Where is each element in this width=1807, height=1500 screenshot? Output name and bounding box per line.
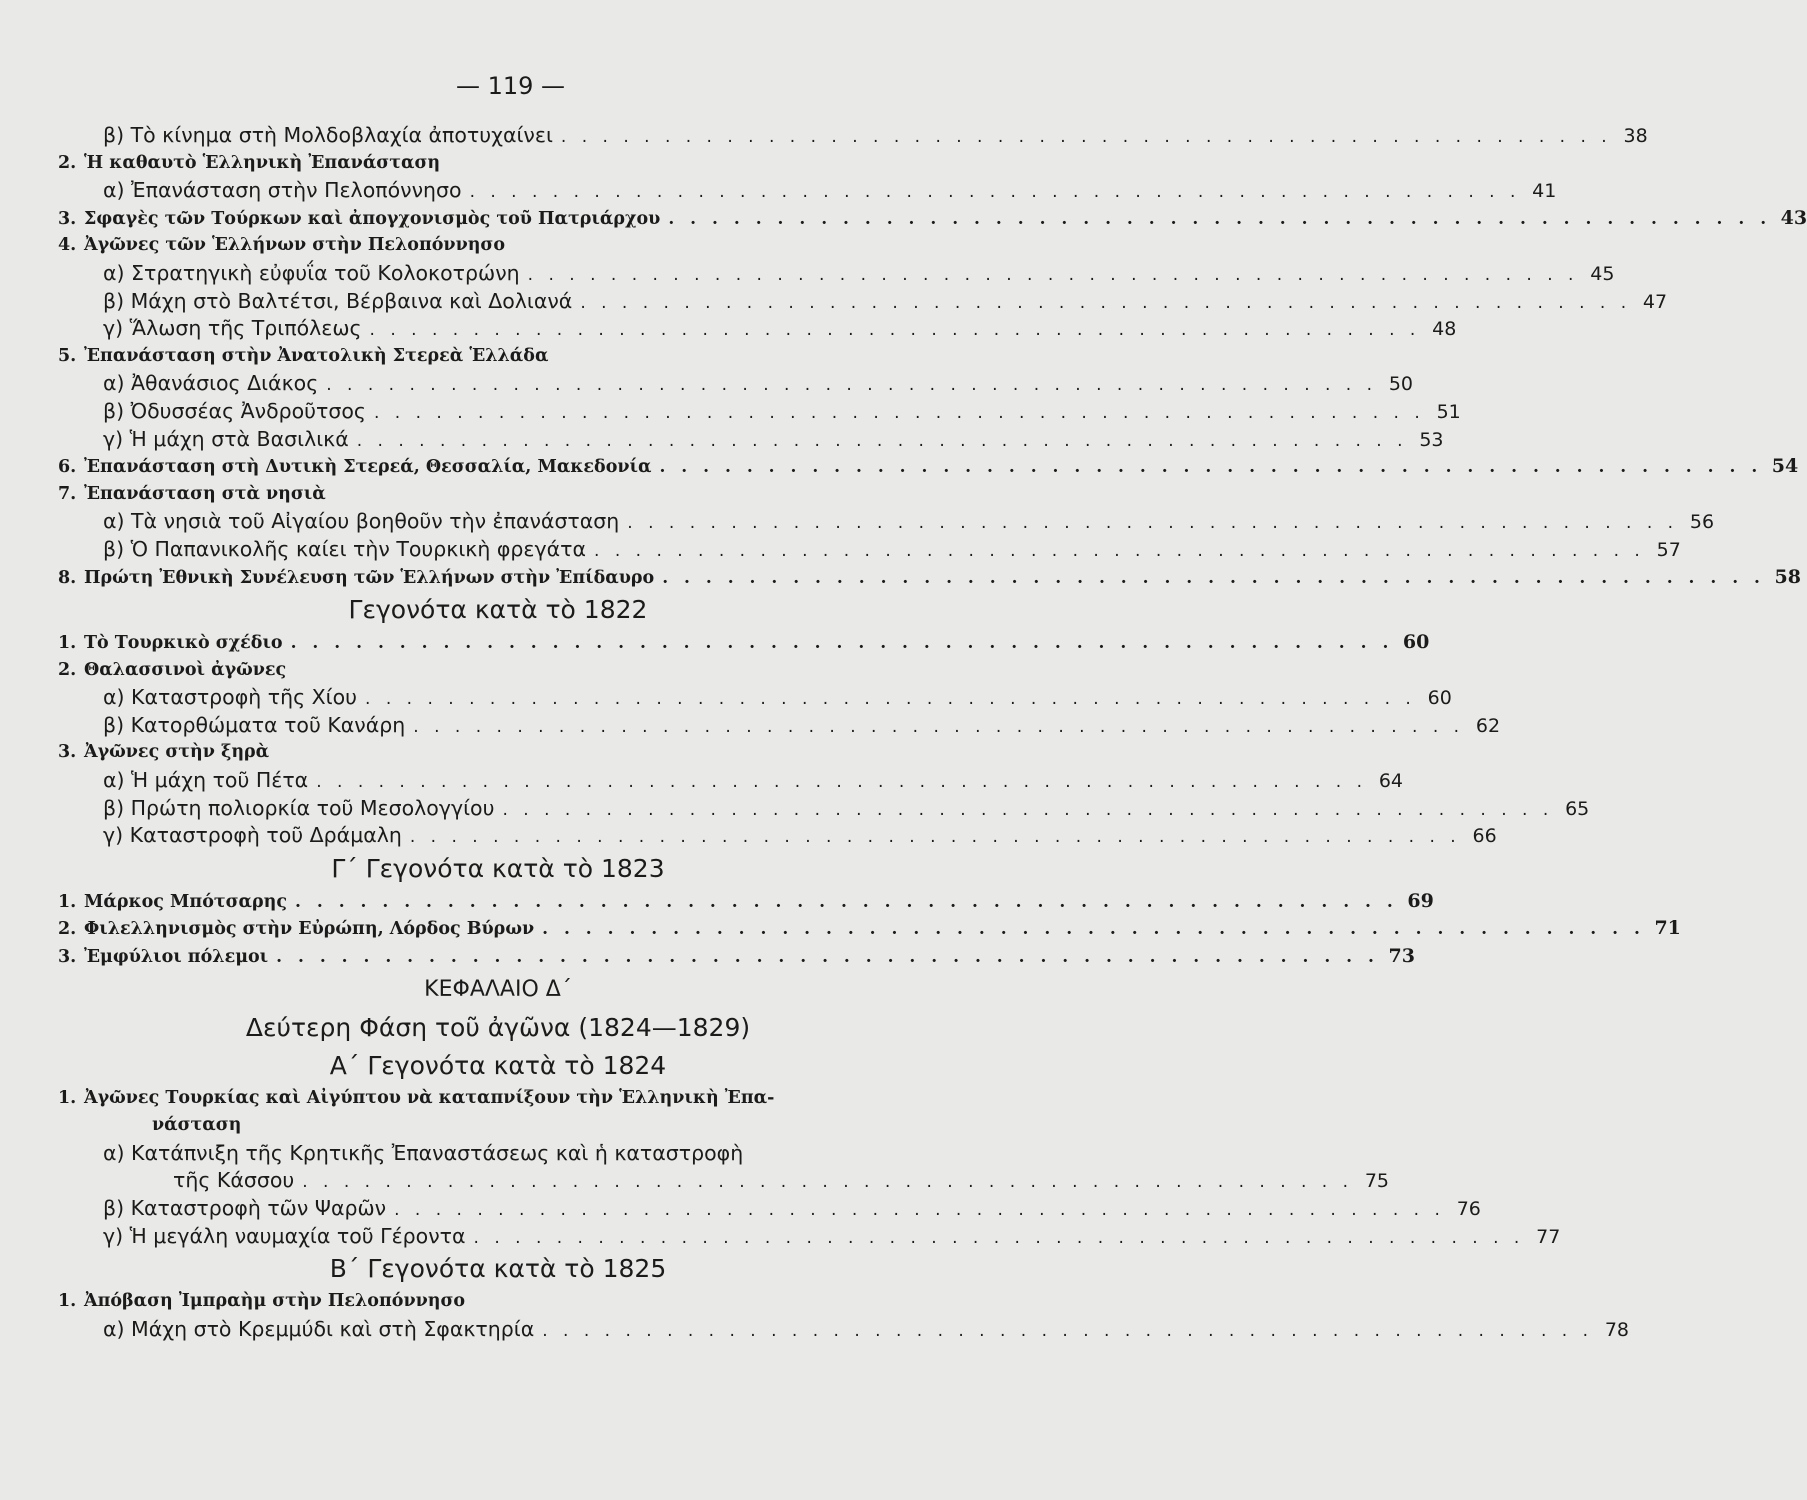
section-heading: Δεύτερη Φάση τοῦ ἀγῶνα (1824—1829) [245, 1012, 751, 1042]
entry-title: Πρώτη Ἐθνικὴ Συνέλευση τῶν Ἑλλήνων στὴν Ἐπίδαυρο [84, 567, 655, 588]
toc-entry[interactable] [58, 1167, 1390, 1195]
toc-entry[interactable] [58, 426, 1444, 454]
dot-leader: . . . . . . . . . . . . . . . . . . . . . . . . . . . . . . . . . . . . . . . . . . . . . . . . . . . [659, 457, 1763, 478]
entry-number: 1. [58, 1087, 77, 1108]
toc-entry[interactable] [58, 1195, 1481, 1223]
toc-entry[interactable] [58, 629, 1430, 657]
toc-entry[interactable] [58, 508, 1715, 536]
toc-entry[interactable] [58, 943, 1415, 971]
toc-entry[interactable] [58, 453, 1799, 481]
toc-entry[interactable] [58, 888, 1434, 916]
entry-title: β) Καταστροφὴ τῶν Ψαρῶν [103, 1196, 387, 1220]
entry-title: νάσταση [152, 1115, 242, 1136]
entry-page-number: 60 [1402, 631, 1430, 654]
section-heading: Γεγονότα κατὰ τὸ 1822 [348, 595, 648, 625]
entry-title: γ) Καταστροφὴ τοῦ Δράμαλη [103, 823, 402, 848]
page-number: — 119 — [455, 72, 566, 100]
entry-title: α) Κατάπνιξη τῆς Κρητικῆς Ἐπαναστάσεως καὶ ἡ καταστροφὴ [103, 1140, 744, 1165]
entry-number: 2. [58, 919, 77, 940]
entry-page-number: 43 [1780, 206, 1807, 229]
entry-title: Ἀγῶνες Τουρκίας καὶ Αἰγύπτου νὰ καταπνίξουν τὴν Ἑλληνικὴ Ἐπα- [84, 1087, 775, 1108]
dot-leader: . . . . . . . . . . . . . . . . . . . . . . . . . . . . . . . . . . . . . . . . . . . . . . . . . . . [627, 513, 1679, 534]
entry-page-number: 58 [1774, 565, 1801, 588]
toc-entry[interactable] [58, 1316, 1630, 1344]
dot-leader: . . . . . . . . . . . . . . . . . . . . . . . . . . . . . . . . . . . . . . . . . . . . . . . . . . . [369, 320, 1421, 341]
entry-title: τῆς Κάσσου [173, 1168, 295, 1193]
entry-title: γ) Ἡ μάχη στὰ Βασιλικά [103, 426, 349, 451]
entry-title: β) Πρώτη πολιορκία τοῦ Μεσολογγίου [103, 795, 495, 820]
entry-number: 5. [58, 345, 77, 366]
toc-entry[interactable] [58, 822, 1497, 850]
toc-entry[interactable] [58, 1288, 938, 1316]
toc-entry[interactable] [58, 205, 1807, 233]
toc-entry[interactable] [58, 739, 938, 767]
entry-page-number: 51 [1436, 400, 1461, 423]
toc-entry[interactable] [58, 767, 1403, 795]
entry-title: α) Ἡ μάχη τοῦ Πέτα [103, 768, 309, 793]
entry-title: γ) Ἅλωση τῆς Τριπόλεως [103, 316, 362, 341]
entry-title: Ἡ καθαυτὸ Ἑλληνικὴ Ἐπανάσταση [84, 152, 441, 173]
entry-page-number: 60 [1427, 687, 1452, 710]
entry-number: 3. [58, 947, 77, 968]
toc-entry[interactable] [58, 1112, 938, 1140]
entry-title: Ἀγῶνες στὴν ξηρὰ [84, 742, 270, 763]
dot-leader: . . . . . . . . . . . . . . . . . . . . . . . . . . . . . . . . . . . . . . . . . . . . . . . . . . . [560, 127, 1612, 147]
dot-leader: . . . . . . . . . . . . . . . . . . . . . . . . . . . . . . . . . . . . . . . . . . . . . . . . . . . [290, 633, 1394, 654]
table-of-contents [58, 122, 1807, 1343]
dot-leader: . . . . . . . . . . . . . . . . . . . . . . . . . . . . . . . . . . . . . . . . . . . . . . . . . . . [295, 891, 1398, 912]
dot-leader: . . . . . . . . . . . . . . . . . . . . . . . . . . . . . . . . . . . . . . . . . . . . . . . . . . . [473, 1227, 1525, 1248]
entry-page-number: 53 [1419, 428, 1444, 451]
entry-title: Ἐπανάσταση στὴν Ἀνατολικὴ Στερεὰ Ἑλλάδα [84, 345, 549, 366]
entry-number: 1. [58, 633, 77, 654]
entry-number: 4. [58, 235, 77, 256]
dot-leader: . . . . . . . . . . . . . . . . . . . . . . . . . . . . . . . . . . . . . . . . . . . . . . . . . . . [542, 919, 1645, 940]
dot-leader: . . . . . . . . . . . . . . . . . . . . . . . . . . . . . . . . . . . . . . . . . . . . . . . . . . . [326, 375, 1378, 396]
entry-page-number: 65 [1565, 797, 1590, 820]
entry-page-number: 54 [1771, 455, 1799, 478]
entry-title: Ἐπανάσταση στὴ Δυτικὴ Στερεά, Θεσσαλία, Μακεδονία [84, 457, 652, 478]
entry-number: 2. [58, 152, 77, 173]
entry-page-number: 48 [1432, 318, 1457, 341]
entry-number: 6. [58, 457, 77, 478]
entry-page-number: 71 [1654, 917, 1681, 940]
toc-entry[interactable] [58, 481, 938, 509]
toc-entry[interactable] [58, 564, 1801, 592]
toc-entry[interactable] [58, 315, 1457, 343]
toc-entry[interactable] [58, 177, 1557, 205]
entry-page-number: 64 [1378, 770, 1403, 793]
section-heading: ΚΕΦΑΛΑΙΟ Δ΄ [424, 976, 572, 1002]
dot-leader: . . . . . . . . . . . . . . . . . . . . . . . . . . . . . . . . . . . . . . . . . . . . . . . . . . . [580, 292, 1632, 313]
section-heading: Β΄ Γεγονότα κατὰ τὸ 1825 [329, 1254, 667, 1284]
dot-leader: . . . . . . . . . . . . . . . . . . . . . . . . . . . . . . . . . . . . . . . . . . . . . . . . . . . [276, 947, 1379, 968]
entry-page-number: 62 [1475, 714, 1501, 737]
entry-title: Ἀπόβαση Ἰμπραὴμ στὴν Πελοπόννησο [84, 1291, 466, 1312]
entry-page-number: 50 [1388, 373, 1414, 396]
dot-leader: . . . . . . . . . . . . . . . . . . . . . . . . . . . . . . . . . . . . . . . . . . . . . . . . . . . [502, 799, 1554, 820]
entry-number: 3. [58, 742, 77, 763]
entry-title: β) Κατορθώματα τοῦ Κανάρη [103, 712, 406, 737]
entry-title: α) Τὰ νησιὰ τοῦ Αἰγαίου βοηθοῦν τὴν ἐπανάσταση [103, 509, 620, 534]
toc-entry[interactable] [58, 232, 938, 260]
entry-number: 3. [58, 208, 77, 229]
entry-number: 8. [58, 567, 77, 588]
toc-entry[interactable] [58, 684, 1452, 712]
dot-leader: . . . . . . . . . . . . . . . . . . . . . . . . . . . . . . . . . . . . . . . . . . . . . . . . . . . [668, 208, 1772, 229]
toc-entry[interactable] [58, 915, 1681, 943]
entry-page-number: 75 [1364, 1170, 1390, 1193]
toc-entry[interactable] [58, 657, 938, 685]
entry-title: α) Καταστροφὴ τῆς Χίου [103, 685, 358, 710]
toc-entry[interactable] [58, 536, 1681, 564]
section-heading: Γ΄ Γεγονότα κατὰ τὸ 1823 [331, 853, 665, 883]
entry-number: 7. [58, 483, 77, 504]
dot-leader: . . . . . . . . . . . . . . . . . . . . . . . . . . . . . . . . . . . . . . . . . . . . . . . . . . . [316, 772, 1367, 793]
entry-page-number: 73 [1388, 945, 1415, 968]
toc-entry[interactable] [58, 150, 938, 178]
toc-entry[interactable] [58, 1223, 1561, 1251]
entry-page-number: 69 [1407, 889, 1434, 912]
dot-leader: . . . . . . . . . . . . . . . . . . . . . . . . . . . . . . . . . . . . . . . . . . . . . . . . . . . [373, 402, 1425, 423]
entry-number: 1. [58, 1291, 77, 1312]
entry-page-number: 66 [1472, 825, 1497, 848]
dot-leader: . . . . . . . . . . . . . . . . . . . . . . . . . . . . . . . . . . . . . . . . . . . . . . . . . . . [409, 827, 1461, 848]
entry-title: β) Ὁ Παπανικολῆς καίει τὴν Τουρκικὴ φρεγάτα [103, 536, 587, 561]
dot-leader: . . . . . . . . . . . . . . . . . . . . . . . . . . . . . . . . . . . . . . . . . . . . . . . . . . . [394, 1200, 1445, 1220]
entry-title: α) Μάχη στὸ Κρεμμύδι καὶ στὴ Σφακτηρία [103, 1316, 535, 1341]
entry-title: Σφαγὲς τῶν Τούρκων καὶ ἀπογχονισμὸς τοῦ Πατριάρχου [84, 208, 661, 229]
toc-entry[interactable] [58, 1140, 938, 1168]
toc-entry[interactable] [58, 260, 1615, 288]
toc-entry[interactable] [58, 370, 1414, 398]
entry-title: β) Ὀδυσσέας Ἀνδροῦτσος [103, 398, 366, 423]
toc-entry[interactable] [58, 122, 1648, 150]
entry-page-number: 77 [1536, 1225, 1561, 1248]
entry-title: Φιλελληνισμὸς στὴν Εὐρώπη, Λόρδος Βύρων [84, 919, 535, 940]
entry-number: 2. [58, 659, 77, 680]
dot-leader: . . . . . . . . . . . . . . . . . . . . . . . . . . . . . . . . . . . . . . . . . . . . . . . . . . . [302, 1172, 1354, 1193]
dot-leader: . . . . . . . . . . . . . . . . . . . . . . . . . . . . . . . . . . . . . . . . . . . . . . . . . . . [542, 1320, 1594, 1341]
section-heading: Α΄ Γεγονότα κατὰ τὸ 1824 [329, 1050, 667, 1080]
toc-entry[interactable] [58, 795, 1590, 823]
entry-title: Μάρκος Μπότσαρης [84, 891, 288, 912]
entry-page-number: 45 [1590, 262, 1615, 285]
entry-title: α) Στρατηγικὴ εὐφυΐα τοῦ Κολοκοτρώνη [103, 260, 520, 285]
entry-title: Ἐμφύλιοι πόλεμοι [84, 947, 269, 968]
toc-entry[interactable] [58, 398, 1461, 426]
entry-page-number: 41 [1532, 180, 1557, 203]
entry-title: β) Τὸ κίνημα στὴ Μολδοβλαχία ἀποτυχαίνει [103, 123, 553, 147]
entry-title: α) Ἐπανάσταση στὴν Πελοπόννησο [103, 178, 462, 203]
toc-entry[interactable] [58, 343, 938, 371]
dot-leader: . . . . . . . . . . . . . . . . . . . . . . . . . . . . . . . . . . . . . . . . . . . . . . . . . . . [365, 689, 1416, 710]
dot-leader: . . . . . . . . . . . . . . . . . . . . . . . . . . . . . . . . . . . . . . . . . . . . . . . . . . . [527, 264, 1579, 285]
entry-title: Ἐπανάσταση στὰ νησιὰ [84, 483, 326, 504]
entry-page-number: 57 [1656, 538, 1681, 561]
dot-leader: . . . . . . . . . . . . . . . . . . . . . . . . . . . . . . . . . . . . . . . . . . . . . . . . . . . [469, 182, 1521, 203]
toc-entry[interactable] [58, 288, 1668, 316]
entry-title: Θαλασσινοὶ ἀγῶνες [84, 659, 287, 680]
entry-number: 1. [58, 891, 77, 912]
dot-leader: . . . . . . . . . . . . . . . . . . . . . . . . . . . . . . . . . . . . . . . . . . . . . . . . . . . [662, 567, 1765, 588]
entry-title: Τὸ Τουρκικὸ σχέδιο [84, 633, 283, 654]
entry-title: Ἀγῶνες τῶν Ἑλλήνων στὴν Πελοπόννησο [84, 235, 506, 256]
dot-leader: . . . . . . . . . . . . . . . . . . . . . . . . . . . . . . . . . . . . . . . . . . . . . . . . . . . [413, 716, 1465, 737]
dot-leader: . . . . . . . . . . . . . . . . . . . . . . . . . . . . . . . . . . . . . . . . . . . . . . . . . . . [356, 430, 1408, 451]
entry-title: β) Μάχη στὸ Βαλτέτσι, Βέρβαινα καὶ Δολιανά [103, 288, 573, 313]
entry-title: γ) Ἡ μεγάλη ναυμαχία τοῦ Γέροντα [103, 1223, 466, 1248]
toc-entry[interactable] [58, 1085, 938, 1113]
toc-entry[interactable] [58, 712, 1501, 740]
entry-page-number: 56 [1689, 511, 1715, 534]
entry-title: α) Ἀθανάσιος Διάκος [103, 371, 319, 396]
entry-page-number: 38 [1623, 125, 1648, 147]
dot-leader: . . . . . . . . . . . . . . . . . . . . . . . . . . . . . . . . . . . . . . . . . . . . . . . . . . . [594, 540, 1645, 561]
entry-page-number: 78 [1604, 1318, 1630, 1341]
entry-page-number: 76 [1456, 1198, 1481, 1220]
entry-page-number: 47 [1642, 290, 1668, 313]
